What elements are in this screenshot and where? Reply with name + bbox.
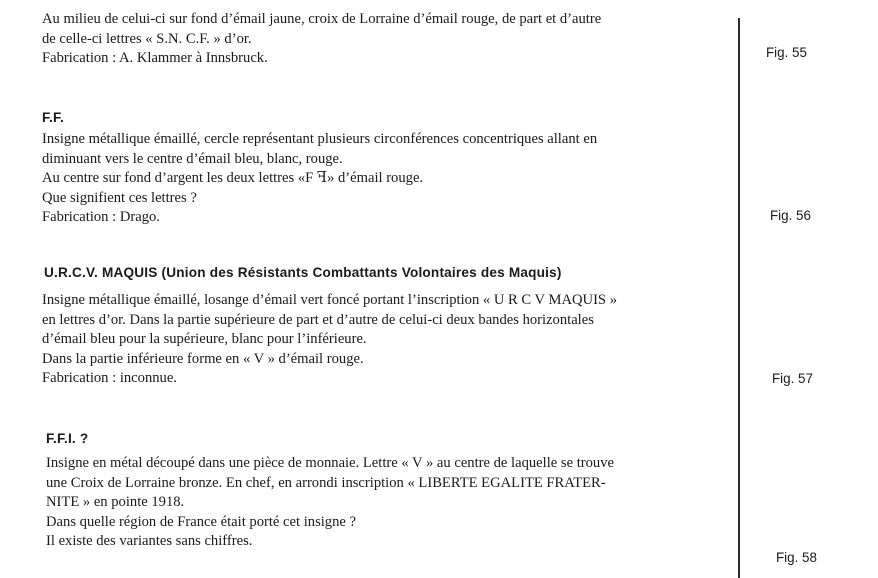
figure-label-55: Fig. 55 bbox=[766, 45, 807, 60]
paragraph-line: Au centre sur fond d’argent les deux lettres «F ꟻ» d’émail rouge. bbox=[42, 170, 424, 186]
section-fig55-text bbox=[42, 10, 732, 69]
paragraph-line: Au milieu de celui-ci sur fond d’émail jaune, croix de Lorraine d’émail rouge, de part et d’autre bbox=[42, 11, 602, 27]
paragraph-line: diminuant vers le centre d’émail bleu, blanc, rouge. bbox=[42, 150, 343, 167]
column-divider bbox=[738, 18, 740, 578]
paragraph-line: Dans quelle région de France était porté cet insigne ? bbox=[46, 513, 356, 530]
paragraph-line: Insigne métallique émaillé, losange d’émail vert foncé portant l’inscription « U R C V MAQUIS » bbox=[42, 292, 617, 308]
paragraph-line: NITE » en pointe 1918. bbox=[46, 494, 185, 510]
paragraph-line: de celle-ci lettres « S.N. C.F. » d’or. bbox=[42, 30, 252, 47]
figure-label-56: Fig. 56 bbox=[770, 208, 811, 223]
paragraph-line: Que signifient ces lettres ? bbox=[42, 189, 197, 206]
paragraph-line: Il existe des variantes sans chiffres. bbox=[46, 533, 253, 549]
paragraph-line: d’émail bleu pour la supérieure, blanc pour l’inférieure. bbox=[42, 331, 367, 347]
paragraph-line: Fabrication : Drago. bbox=[42, 209, 160, 225]
paragraph-line: Fabrication : A. Klammer à Innsbruck. bbox=[42, 50, 268, 66]
section-fig56-text bbox=[42, 130, 732, 228]
section-fig57-text bbox=[42, 291, 732, 389]
paragraph-line: une Croix de Lorraine bronze. En chef, en arrondi inscription « LIBERTE EGALITE FRATER- bbox=[46, 474, 606, 491]
section-heading-ff: F.F. bbox=[42, 110, 64, 125]
section-heading-urcv-maquis: U.R.C.V. MAQUIS (Union des Résistants Combattants Volontaires des Maquis) bbox=[44, 265, 562, 280]
paragraph-line: en lettres d’or. Dans la partie supérieure de part et d’autre de celui-ci deux bandes horizontales bbox=[42, 311, 594, 328]
section-fig58-text bbox=[46, 454, 736, 552]
figure-label-57: Fig. 57 bbox=[772, 371, 813, 386]
paragraph-line: Insigne en métal découpé dans une pièce de monnaie. Lettre « V » au centre de laquelle se trouve bbox=[46, 455, 614, 471]
section-heading-ffi: F.F.I. ? bbox=[46, 431, 89, 446]
paragraph-line: Insigne métallique émaillé, cercle représentant plusieurs circonférences concentriques allant en bbox=[42, 131, 598, 147]
figure-label-58: Fig. 58 bbox=[776, 550, 817, 565]
paragraph-line: Fabrication : inconnue. bbox=[42, 370, 177, 386]
paragraph-line: Dans la partie inférieure forme en « V » d’émail rouge. bbox=[42, 350, 364, 367]
